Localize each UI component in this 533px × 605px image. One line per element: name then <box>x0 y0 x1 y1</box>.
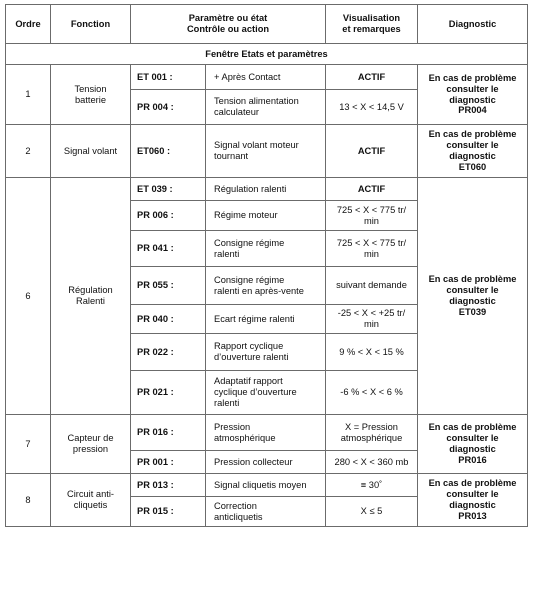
parametre-cell: Correction anticliquetis <box>206 497 326 527</box>
parametre-cell: Régime moteur <box>206 201 326 231</box>
table-row <box>6 415 528 451</box>
ordre-cell: 6 <box>6 178 51 415</box>
parametre-cell: Ecart régime ralenti <box>206 305 326 334</box>
diagnostic-cell: En cas de problème consulter le diagnostic PR016 <box>418 415 528 474</box>
parametre-cell: Pression atmosphérique <box>206 415 326 451</box>
parametre-cell: Consigne régime ralenti <box>206 231 326 267</box>
parametre-cell: Signal cliquetis moyen <box>206 474 326 497</box>
diagnostic-cell: En cas de problème consulter le diagnostic ET060 <box>418 125 528 178</box>
diagnostic-cell: En cas de problème consulter le diagnostic PR013 <box>418 474 528 527</box>
visualisation-cell: ≡ 30˚ <box>326 474 418 497</box>
code-cell: PR 040 : <box>131 305 206 334</box>
code-cell: ET 001 : <box>131 65 206 90</box>
visualisation-cell: 725 < X < 775 tr/ min <box>326 201 418 231</box>
code-cell: PR 041 : <box>131 231 206 267</box>
header-fonction: Fonction <box>51 5 131 44</box>
visualisation-cell: -6 % < X < 6 % <box>326 371 418 415</box>
visualisation-cell: 280 < X < 360 mb <box>326 451 418 474</box>
visualisation-cell: -25 < X < +25 tr/ min <box>326 305 418 334</box>
code-cell: PR 013 : <box>131 474 206 497</box>
code-cell: PR 006 : <box>131 201 206 231</box>
visualisation-cell: ACTIF <box>326 125 418 178</box>
parametre-cell: Rapport cyclique d’ouverture ralenti <box>206 334 326 371</box>
header-visualisation: Visualisation et remarques <box>326 5 418 44</box>
header-diagnostic: Diagnostic <box>418 5 528 44</box>
fonction-cell: Capteur de pression <box>51 415 131 474</box>
code-cell: ET060 : <box>131 125 206 178</box>
table-row <box>6 474 528 497</box>
code-cell: PR 001 : <box>131 451 206 474</box>
code-cell: PR 022 : <box>131 334 206 371</box>
section-row <box>6 44 528 65</box>
fonction-cell: Circuit anti- cliquetis <box>51 474 131 527</box>
visualisation-cell: suivant demande <box>326 267 418 305</box>
ordre-cell: 8 <box>6 474 51 527</box>
visualisation-cell: X ≤ 5 <box>326 497 418 527</box>
code-cell: PR 015 : <box>131 497 206 527</box>
table-row <box>6 178 528 201</box>
parametre-cell: Signal volant moteur tournant <box>206 125 326 178</box>
parametre-cell: Régulation ralenti <box>206 178 326 201</box>
code-cell: PR 004 : <box>131 90 206 125</box>
code-cell: PR 021 : <box>131 371 206 415</box>
visualisation-cell: 725 < X < 775 tr/ min <box>326 231 418 267</box>
visualisation-cell: ACTIF <box>326 65 418 90</box>
header-ordre: Ordre <box>6 5 51 44</box>
code-cell: PR 055 : <box>131 267 206 305</box>
header-row <box>6 5 528 44</box>
visualisation-cell: X = Pression atmosphérique <box>326 415 418 451</box>
visualisation-cell: ACTIF <box>326 178 418 201</box>
visualisation-cell: 13 < X < 14,5 V <box>326 90 418 125</box>
parametre-cell: Adaptatif rapport cyclique d’ouverture ralenti <box>206 371 326 415</box>
diagnostic-table <box>5 4 528 527</box>
table-row <box>6 65 528 90</box>
ordre-cell: 7 <box>6 415 51 474</box>
section-title: Fenêtre Etats et paramètres <box>6 44 528 65</box>
table-body <box>6 5 528 527</box>
parametre-cell: + Après Contact <box>206 65 326 90</box>
parametre-cell: Pression collecteur <box>206 451 326 474</box>
ordre-cell: 2 <box>6 125 51 178</box>
header-parametre: Paramètre ou état Contrôle ou action <box>131 5 326 44</box>
fonction-cell: Signal volant <box>51 125 131 178</box>
table-row <box>6 125 528 178</box>
code-cell: PR 016 : <box>131 415 206 451</box>
fonction-cell: Tension batterie <box>51 65 131 125</box>
diagnostic-cell: En cas de problème consulter le diagnostic ET039 <box>418 178 528 415</box>
visualisation-cell: 9 % < X < 15 % <box>326 334 418 371</box>
fonction-cell: Régulation Ralenti <box>51 178 131 415</box>
diagnostic-cell: En cas de problème consulter le diagnostic PR004 <box>418 65 528 125</box>
code-cell: ET 039 : <box>131 178 206 201</box>
ordre-cell: 1 <box>6 65 51 125</box>
parametre-cell: Consigne régime ralenti en après-vente <box>206 267 326 305</box>
parametre-cell: Tension alimentation calculateur <box>206 90 326 125</box>
